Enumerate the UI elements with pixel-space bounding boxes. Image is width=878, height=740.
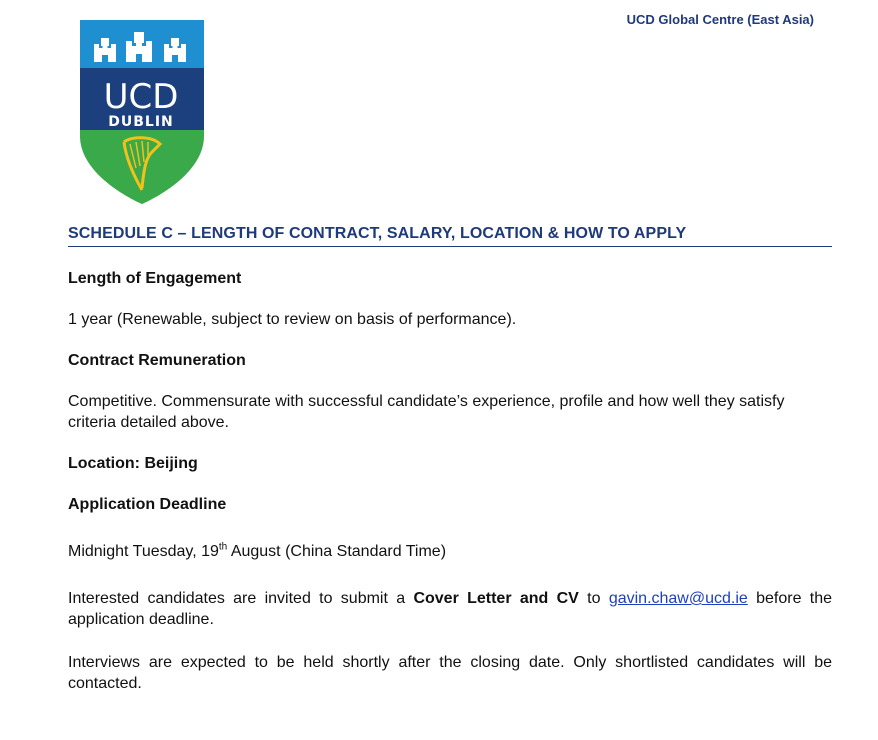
remuneration-heading: Contract Remuneration (68, 352, 246, 369)
apply-documents: Cover Letter and CV (413, 590, 579, 607)
apply-text-before: Interested candidates are invited to submit a (68, 590, 414, 607)
logo-main-text: UCD (103, 77, 179, 117)
logo-sub-text: DUBLIN (108, 114, 174, 130)
deadline-ordinal: th (218, 541, 228, 553)
apply-instructions (68, 588, 832, 630)
interviews-body: Interviews are expected to be held shortly after the closing date. Only shortlisted candidates will be contacted. (68, 654, 832, 692)
document-body (68, 268, 832, 694)
apply-text-middle: to (578, 590, 609, 607)
ucd-crest-icon (76, 18, 206, 208)
ucd-dublin-logo (76, 18, 206, 208)
deadline-heading: Application Deadline (68, 496, 227, 513)
deadline-text-after: August (China Standard Time) (227, 543, 447, 560)
remuneration-body: Competitive. Commensurate with successful candidate’s experience, profile and how well they satisfy criteria detailed above. (68, 393, 785, 431)
header-organization: UCD Global Centre (East Asia) (626, 12, 814, 27)
contact-email-link[interactable]: gavin.chaw@ucd.ie (608, 590, 748, 607)
length-body: 1 year (Renewable, subject to review on basis of performance). (68, 311, 517, 328)
deadline-body (68, 541, 832, 562)
schedule-title: SCHEDULE C – LENGTH OF CONTRACT, SALARY, LOCATION & HOW TO APPLY (68, 225, 832, 247)
deadline-text-before: Midnight Tuesday, 19 (68, 543, 219, 560)
location-heading: Location: Beijing (68, 455, 198, 472)
apply-text-after: before the application deadline. (68, 590, 833, 628)
length-heading: Length of Engagement (68, 270, 242, 287)
